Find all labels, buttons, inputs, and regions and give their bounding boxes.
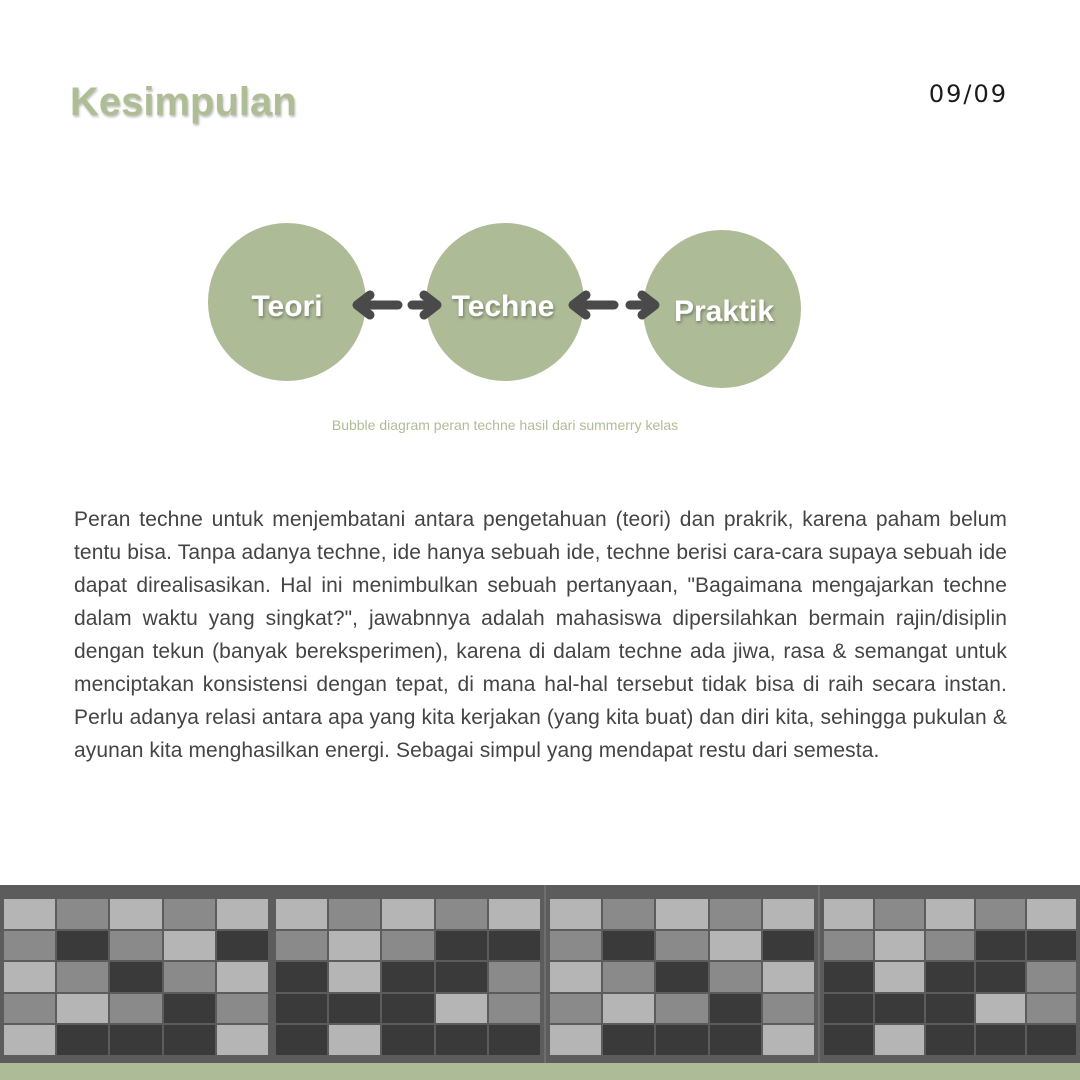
- bubble-label-praktik: Praktik: [673, 295, 775, 328]
- bubble-label-teori: Teori: [251, 290, 323, 323]
- page-number: 09/09: [928, 80, 1008, 108]
- conclusion-paragraph: Peran techne untuk menjembatani antara pengetahuan (teori) dan prakrik, karena paham belum tentu bisa. Tanpa adanya techne, ide hanya sebuah ide, techne berisi cara-cara supaya sebuah ide dapat direalisasikan. Hal ini menimbulkan sebuah pertanyaan, "Bagaimana mengajarkan techne dalam waktu yang singkat?", jawabnnya adalah mahasiswa dipersilahkan bermain rajin/disiplin dengan tekun (banyak bereksperimen), karena di dalam techne ada jiwa, rasa & semangat untuk menciptakan konsistensi dengan tepat, di mana hal-hal tersebut tidak bisa di raih secara instan. Perlu adanya relasi antara apa yang kita kerjakan (yang kita buat) dan diri kita, sehingga pukulan & ayunan kita menghasilkan energi. Sebagai simpul yang mendapat restu dari semesta.: [74, 508, 1007, 762]
- video-call-screenshot: [820, 885, 1080, 1063]
- arrow-techne-praktik: [573, 295, 655, 315]
- video-call-screenshot: [0, 885, 272, 1063]
- footer-bar: [0, 1063, 1080, 1080]
- video-call-screenshot: [272, 885, 544, 1063]
- diagram-caption: Bubble diagram peran techne hasil dari summerry kelas: [331, 417, 679, 433]
- arrow-teori-techne: [357, 295, 437, 315]
- video-call-screenshot: [546, 885, 818, 1063]
- bubble-label-techne: Techne: [451, 290, 555, 323]
- bubble-diagram: [0, 0, 1080, 460]
- page-title: Kesimpulan: [70, 80, 297, 124]
- video-call-screenshots: [0, 885, 1080, 1063]
